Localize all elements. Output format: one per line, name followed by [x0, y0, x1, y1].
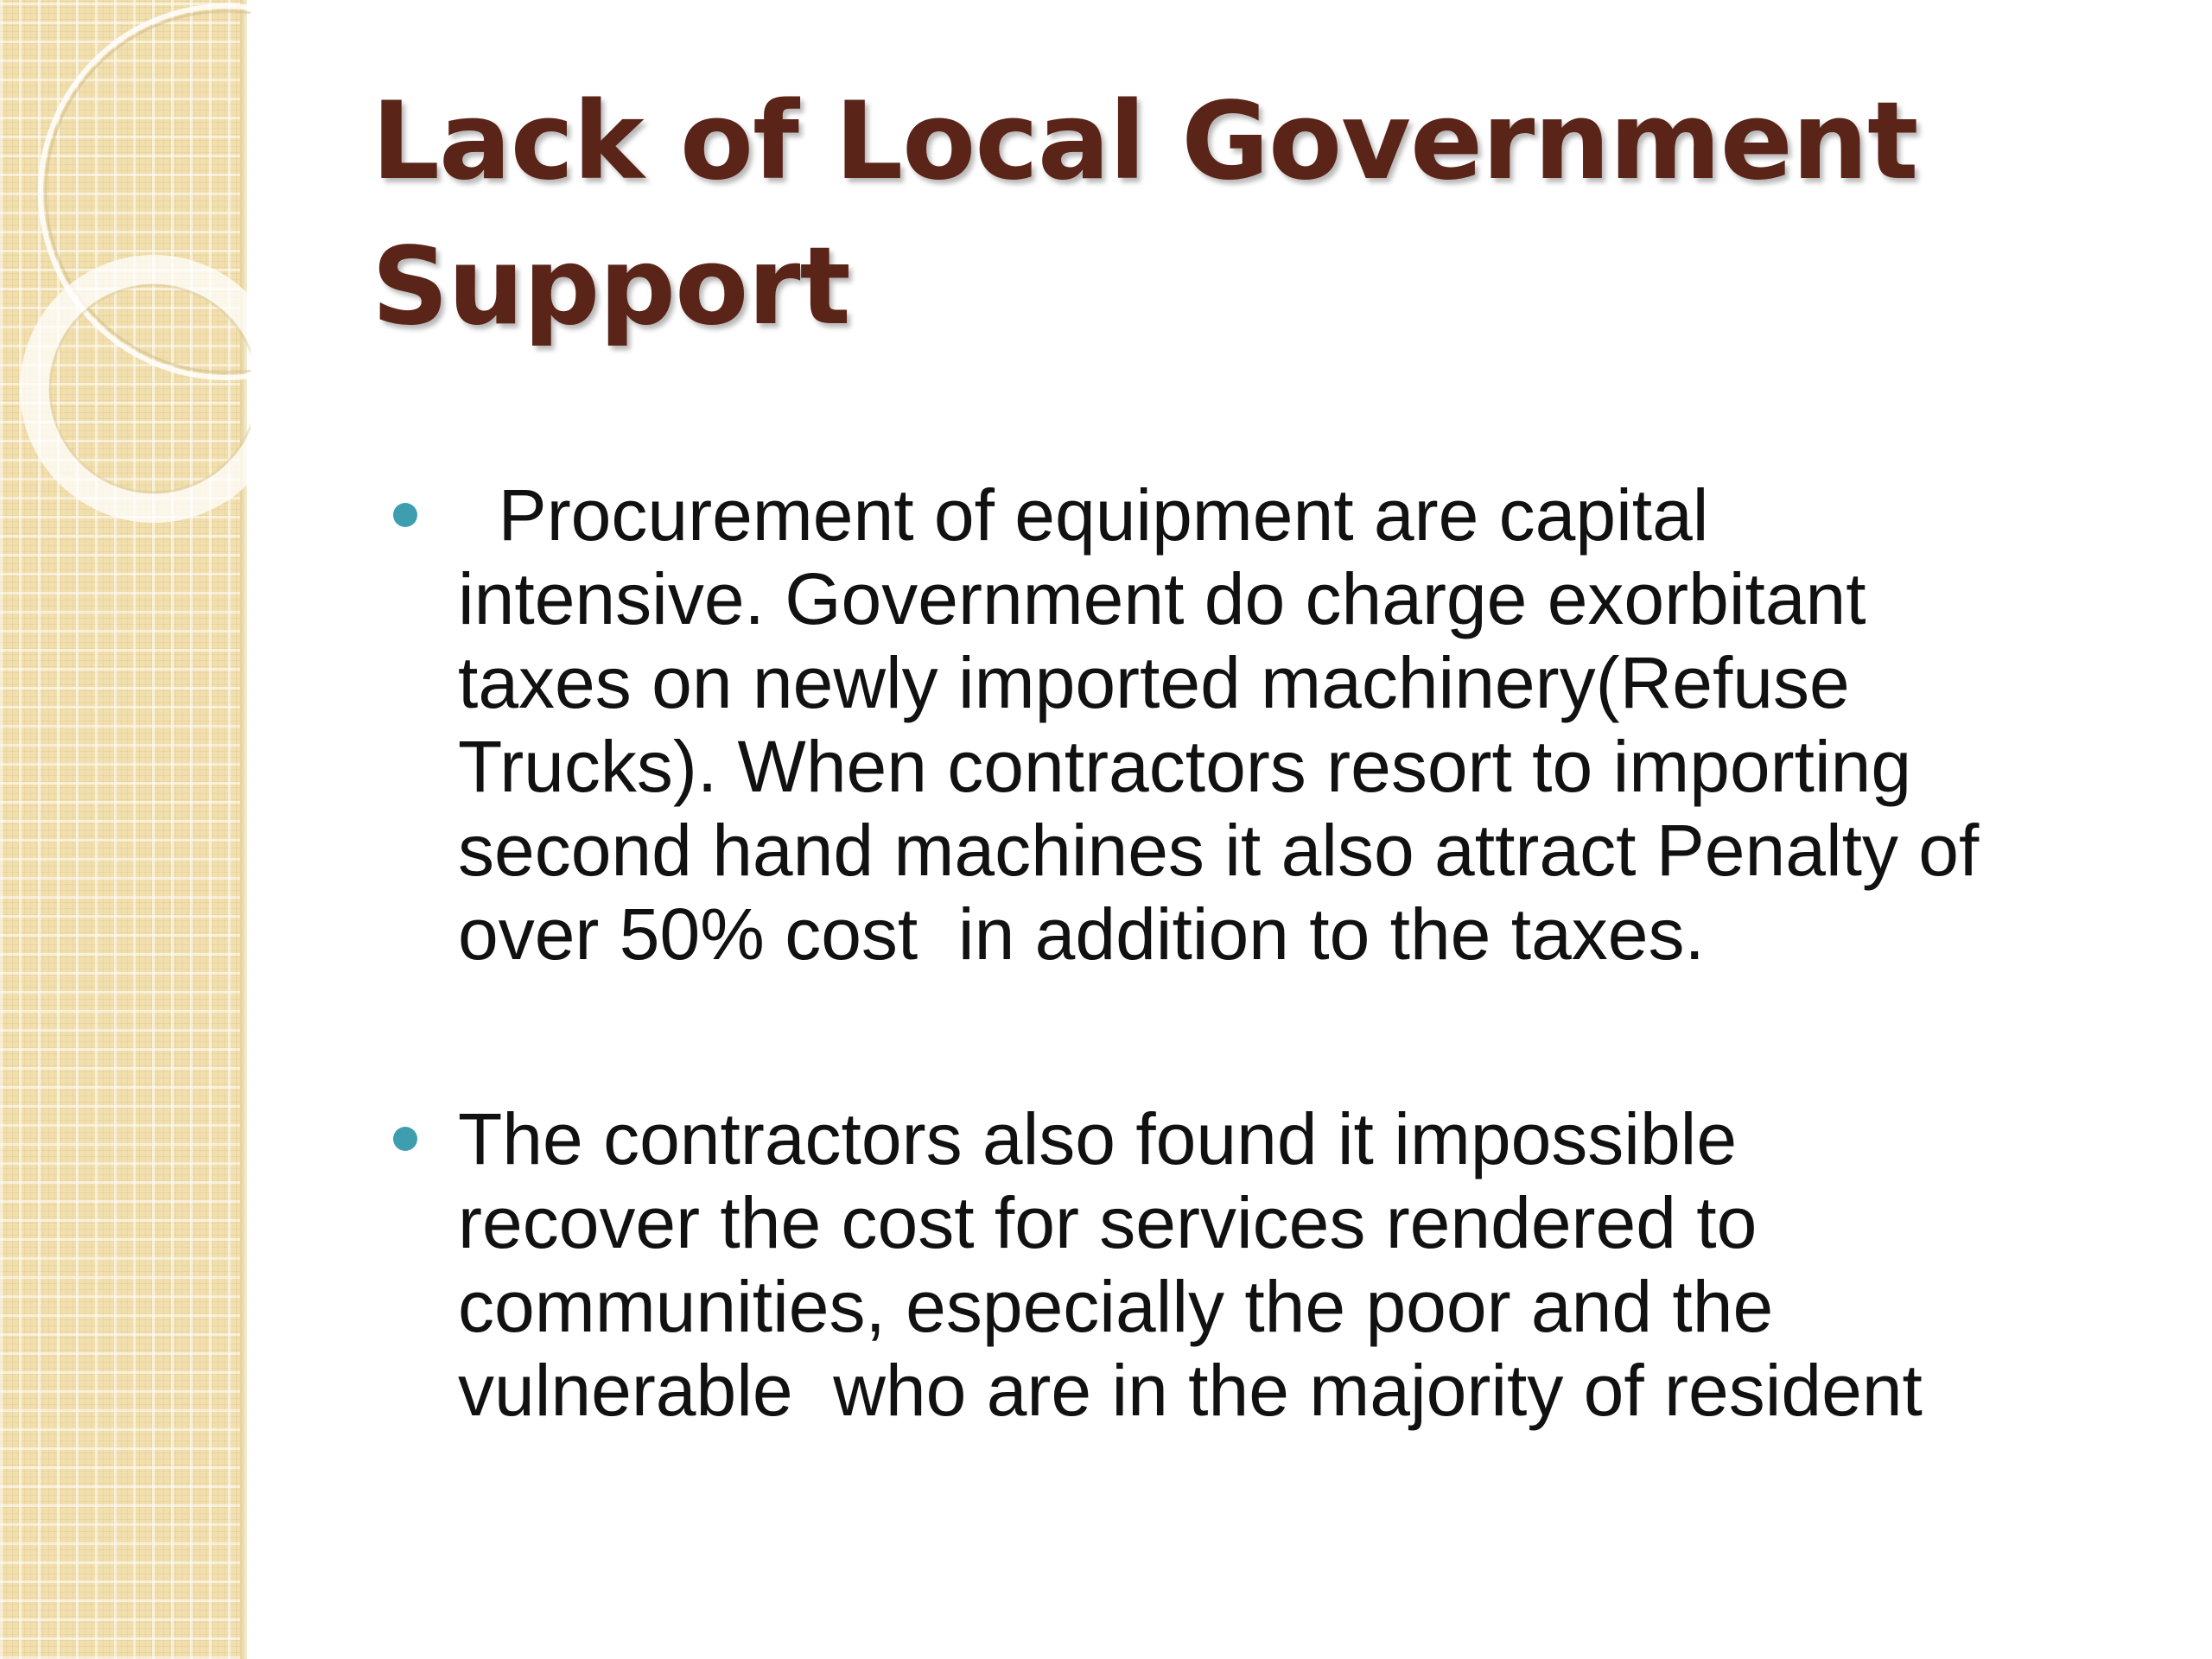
bullet-line: second hand machines it also attract Penalty of: [458, 810, 1980, 891]
decorative-rings: [0, 0, 251, 553]
bullet-line: taxes on newly imported machinery(Refuse: [458, 642, 1850, 723]
bullet-dot-icon: [393, 503, 417, 527]
bullet-line: Trucks). When contractors resort to importing: [458, 726, 1912, 807]
title-line-1: Lack of Local Government: [372, 79, 1918, 204]
bullet-line: Procurement of equipment are capital: [458, 474, 1709, 556]
slide-title: [372, 69, 2100, 359]
bullet-list: [393, 474, 2121, 1433]
bullet-line: communities, especially the poor and the: [458, 1266, 1774, 1347]
bullet-line: recover the cost for services rendered to: [458, 1182, 1758, 1263]
bullet-dot-icon: [393, 1127, 417, 1151]
bullet-item-cost-recovery: [393, 1097, 2121, 1433]
bullet-line: vulnerable who are in the majority of resident: [458, 1350, 1923, 1431]
bullet-line: intensive. Government do charge exorbitant: [458, 558, 1866, 639]
title-line-2: Support: [372, 225, 850, 349]
bullet-line: over 50% cost in addition to the taxes.: [458, 893, 1705, 975]
bullet-line: The contractors also found it impossible: [458, 1098, 1738, 1179]
bullet-item-procurement: [393, 474, 2121, 976]
small-ring-shade: [50, 285, 251, 493]
small-ring: [35, 270, 251, 508]
